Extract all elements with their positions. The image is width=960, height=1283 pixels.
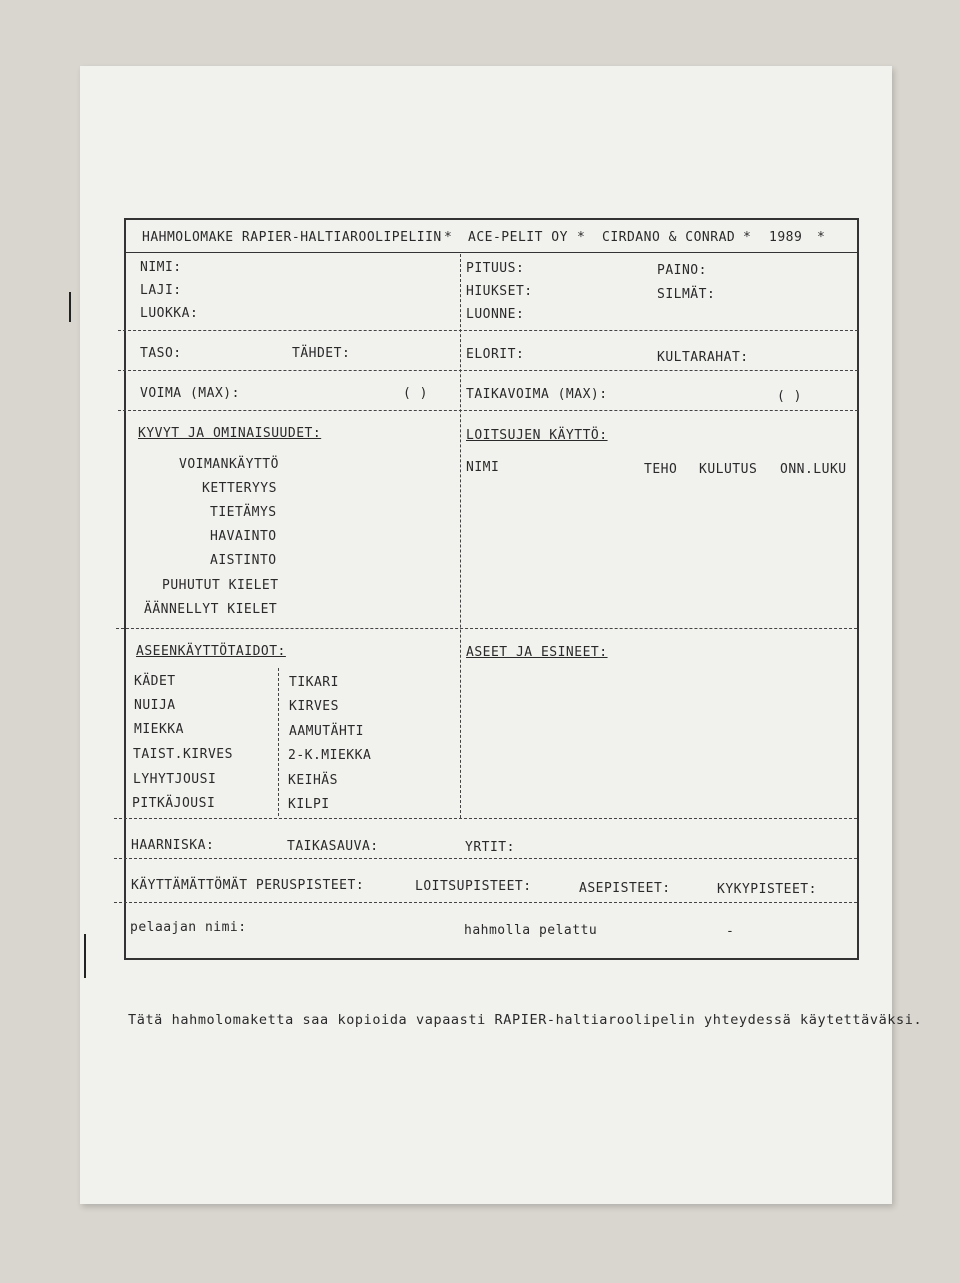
skill-item: AISTINTO: [210, 553, 277, 568]
divider: [118, 370, 858, 371]
publisher: ACE-PELIT OY: [468, 230, 568, 245]
divider: [114, 818, 857, 819]
margin-mark: [69, 292, 71, 322]
loitsupisteet-label: LOITSUPISTEET:: [415, 879, 532, 894]
laji-label: LAJI:: [140, 283, 182, 298]
skill-item: ÄÄNNELLYT KIELET: [144, 602, 278, 617]
spell-col-onn-luku: ONN.LUKU: [780, 462, 847, 477]
weapon-skills-heading: ASEENKÄYTTÖTAIDOT:: [136, 644, 286, 659]
weapon-skill-item: NUIJA: [134, 698, 176, 713]
dash-mark: -: [726, 924, 735, 939]
spell-col-nimi: NIMI: [466, 460, 500, 475]
skill-item: TIETÄMYS: [210, 505, 277, 520]
weapon-skill-item: MIEKKA: [134, 722, 184, 737]
divider: [118, 410, 858, 411]
star-separator: *: [577, 230, 586, 245]
form-title: HAHMOLOMAKE RAPIER-HALTIAROOLIPELIIN: [142, 230, 442, 245]
year: 1989: [769, 230, 803, 245]
luokka-label: LUOKKA:: [140, 306, 199, 321]
equipment-heading: ASEET JA ESINEET:: [466, 645, 608, 660]
voima-label: VOIMA (MAX):: [140, 386, 240, 401]
header-divider: [124, 252, 857, 253]
weapon-skill-item: KIRVES: [289, 699, 339, 714]
spells-heading: LOITSUJEN KÄYTTÖ:: [466, 428, 608, 443]
weapon-skill-item: KÄDET: [134, 674, 176, 689]
star-separator: *: [444, 230, 453, 245]
spell-col-teho: TEHO: [644, 462, 678, 477]
hahmolla-pelattu-label: hahmolla pelattu: [464, 923, 598, 938]
star-separator: *: [743, 230, 752, 245]
taikasauva-label: TAIKASAUVA:: [287, 839, 379, 854]
pituus-label: PITUUS:: [466, 261, 525, 276]
skill-item: VOIMANKÄYTTÖ: [179, 457, 279, 472]
taikavoima-label: TAIKAVOIMA (MAX):: [466, 387, 608, 402]
center-column-divider: [460, 254, 461, 818]
asepisteet-label: ASEPISTEET:: [579, 881, 671, 896]
hiukset-label: HIUKSET:: [466, 284, 533, 299]
weapon-skill-item: KEIHÄS: [288, 773, 338, 788]
star-separator: *: [817, 230, 826, 245]
weapon-skill-item: KILPI: [288, 797, 330, 812]
spell-col-kulutus: KULUTUS: [699, 462, 758, 477]
pelaajan-nimi-label: pelaajan nimi:: [130, 920, 247, 935]
kykypisteet-label: KYKYPISTEET:: [717, 882, 817, 897]
kultarahat-label: KULTARAHAT:: [657, 350, 749, 365]
elorit-label: ELORIT:: [466, 347, 525, 362]
margin-mark: [84, 934, 86, 978]
paino-label: PAINO:: [657, 263, 707, 278]
silmat-label: SILMÄT:: [657, 287, 716, 302]
copy-permission-note: Tätä hahmolomaketta saa kopioida vapaasti RAPIER-haltiaroolipelin yhteydessä käytettäväksi.: [128, 1012, 923, 1028]
divider: [116, 628, 857, 629]
nimi-label: NIMI:: [140, 260, 182, 275]
weapon-skill-item: TIKARI: [289, 675, 339, 690]
weapon-skill-item: TAIST.KIRVES: [133, 747, 233, 762]
character-sheet-form: [124, 218, 859, 960]
voima-paren: ( ): [403, 386, 428, 401]
paper-sheet: [80, 66, 923, 1204]
divider: [118, 330, 858, 331]
skill-item: KETTERYYS: [202, 481, 277, 496]
tahdet-label: TÄHDET:: [292, 346, 351, 361]
divider: [114, 902, 857, 903]
luonne-label: LUONNE:: [466, 307, 525, 322]
skill-item: HAVAINTO: [210, 529, 277, 544]
weapon-skill-item: LYHYTJOUSI: [133, 772, 217, 787]
taso-label: TASO:: [140, 346, 182, 361]
yrtit-label: YRTIT:: [465, 840, 515, 855]
authors: CIRDANO & CONRAD: [602, 230, 736, 245]
weapon-columns-divider: [278, 668, 279, 816]
skill-item: PUHUTUT KIELET: [162, 578, 279, 593]
skills-heading: KYVYT JA OMINAISUUDET:: [138, 426, 322, 441]
haarniska-label: HAARNISKA:: [131, 838, 215, 853]
taikavoima-paren: ( ): [777, 389, 802, 404]
weapon-skill-item: AAMUTÄHTI: [289, 724, 364, 739]
peruspisteet-label: KÄYTTÄMÄTTÖMÄT PERUSPISTEET:: [131, 878, 365, 893]
divider: [114, 858, 857, 859]
weapon-skill-item: PITKÄJOUSI: [132, 796, 216, 811]
weapon-skill-item: 2-K.MIEKKA: [288, 748, 372, 763]
